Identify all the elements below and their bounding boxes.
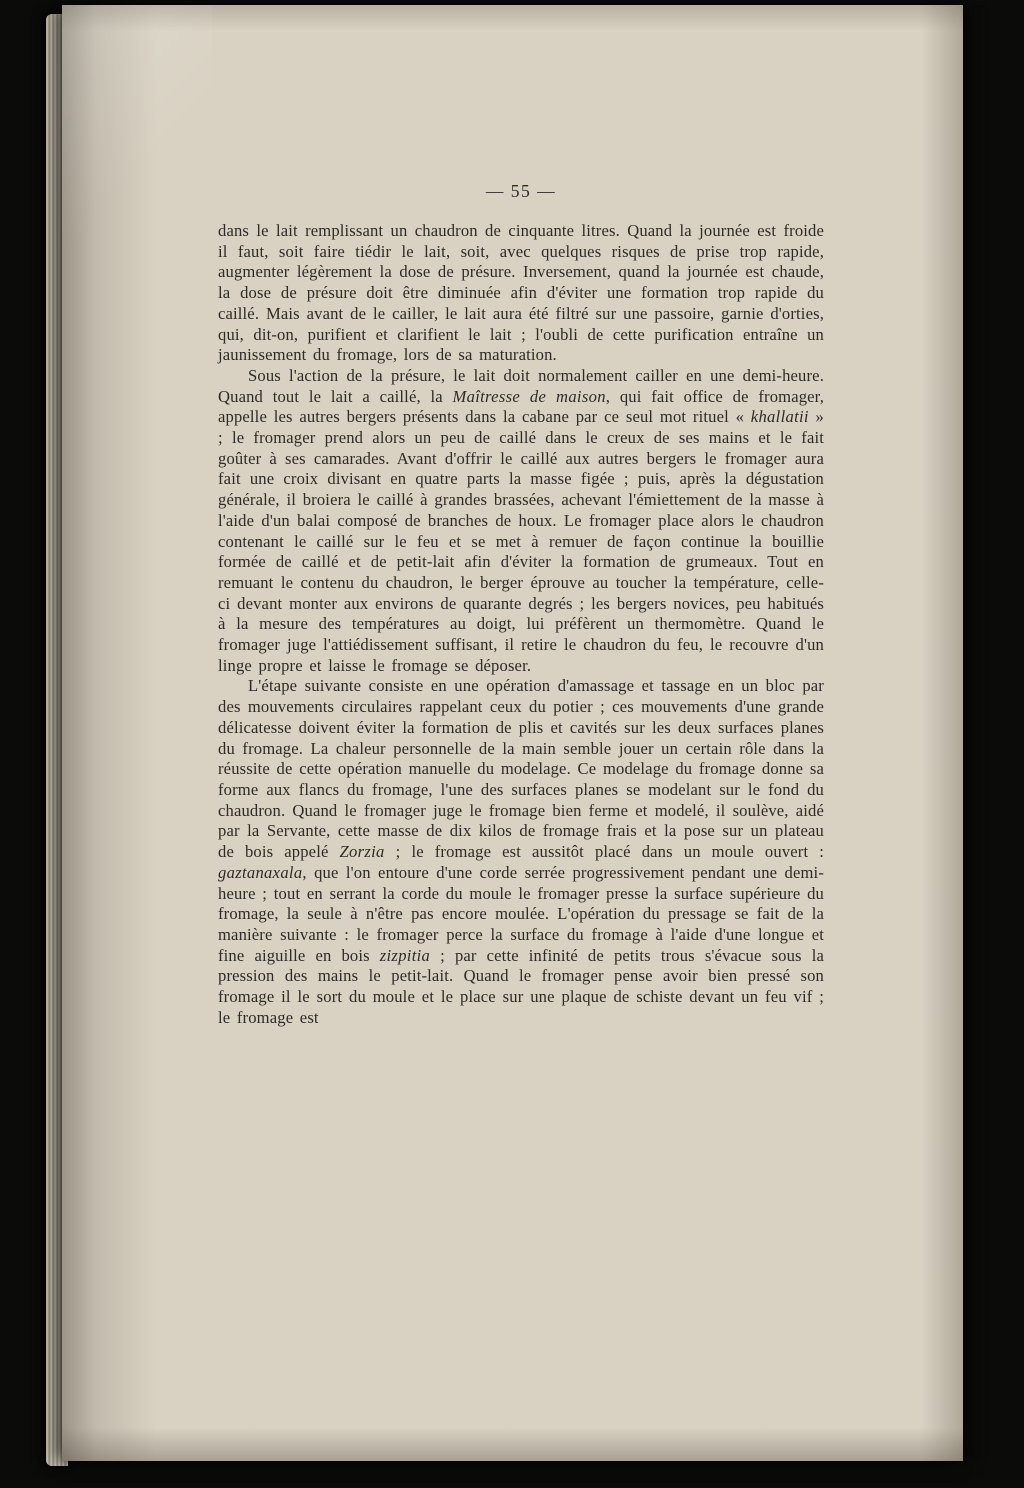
book-page [62, 5, 963, 1461]
paragraph [218, 221, 824, 366]
text-block [218, 221, 824, 1028]
italic-term: Maîtresse de maison [452, 386, 606, 406]
page-number: — 55 — [485, 181, 557, 201]
italic-term: khallatii [750, 407, 809, 427]
text-segment: Sous l'action de la présure, le lait doit normalement cailler en une demi-heure. Quand tout le lait a caillé, la [218, 365, 824, 406]
italic-term: gaztanaxala [218, 862, 303, 882]
text-segment: ; le fromage est aussitôt placé dans un moule ouvert : [384, 842, 825, 862]
page-content [218, 181, 824, 1028]
paragraph [218, 366, 824, 677]
text-segment: » ; le fromager prend alors un peu de caillé dans le creux de ses mains et le fait goûter à ses camarades. Avant d'offrir le caillé aux autres bergers le fromager aura fait une croix divisant en quatre parts la masse figée ; puis, après la dégustation générale, il broiera le caillé à grandes brassées, achevant l'émiettement de la masse à l'aide d'un balai composé de branches de houx. Le fromager place alors le chaudron contenant le caillé sur le feu et se met à remuer de façon continue la bouillie formée de caillé et de petit-lait afin d'éviter la formation de grumeaux. Tout en remuant le contenu du chaudron, le berger éprouve au toucher la température, celle-ci devant monter aux environs de quarante degrés ; les bergers novices, peu habitués à la mesure des températures au doigt, lui préfèrent un thermomètre. Quand le fromager juge l'attiédissement suffisant, il retire le chaudron du feu, le recouvre d'un linge propre et laisse le fromage se déposer. [218, 407, 825, 675]
italic-term: Zorzia [339, 842, 385, 862]
italic-term: zizpitia [379, 945, 431, 965]
text-segment: ; par cette infinité de petits trous s'évacue sous la pression des mains le petit-lait. Quand le fromager pense avoir bien pressé son fromage il le sort du moule et le place sur une plaque de schiste devant un feu vif ; le fromage est [218, 945, 824, 1027]
text-segment: , qui fait office de fromager, appelle les autres bergers présents dans la cabane par ce seul mot rituel « [218, 386, 824, 427]
paragraph [218, 676, 824, 1028]
text-segment: L'étape suivante consiste en une opération d'amassage et tassage en un bloc par des mouvements circulaires rappelant ceux du potier ; ces mouvements d'une grande délicatesse doivent éviter la formation de plis et cavités sur les deux surfaces planes du fromage. La chaleur personnelle de la main semble jouer un certain rôle dans la réussite de cette opération manuelle du modelage. Ce modelage du fromage donne sa forme aux flancs du fromage, l'une des surfaces planes se modelant sur le fond du chaudron. Quand le fromager juge le fromage bien ferme et modelé, il soulève, aidé par la Servante, cette masse de dix kilos de fromage frais et la pose sur un plateau de bois appelé [218, 676, 824, 862]
text-segment: dans le lait remplissant un chaudron de cinquante litres. Quand la journée est froide il faut, soit faire tiédir le lait, soit, avec quelques risques de prise trop rapide, augmenter légèrement la dose de présure. Inversement, quand la journée est chaude, la dose de présure doit être diminuée afin d'éviter une formation trop rapide du caillé. Mais avant de le cailler, le lait aura été filtré sur une passoire, garnie d'orties, qui, dit-on, purifient et clarifient le lait ; l'oubli de cette purification entraîne un jaunissement du fromage, lors de sa maturation. [218, 221, 824, 365]
text-segment: , que l'on entoure d'une corde serrée progressivement pendant une demi-heure ; tout en serrant la corde du moule le fromager presse la surface supérieure du fromage, la seule à n'être pas encore moulée. L'opération du pressage se fait de la manière suivante : le fromager perce la surface du fromage à l'aide d'une longue et fine aiguille en bois [218, 862, 824, 965]
